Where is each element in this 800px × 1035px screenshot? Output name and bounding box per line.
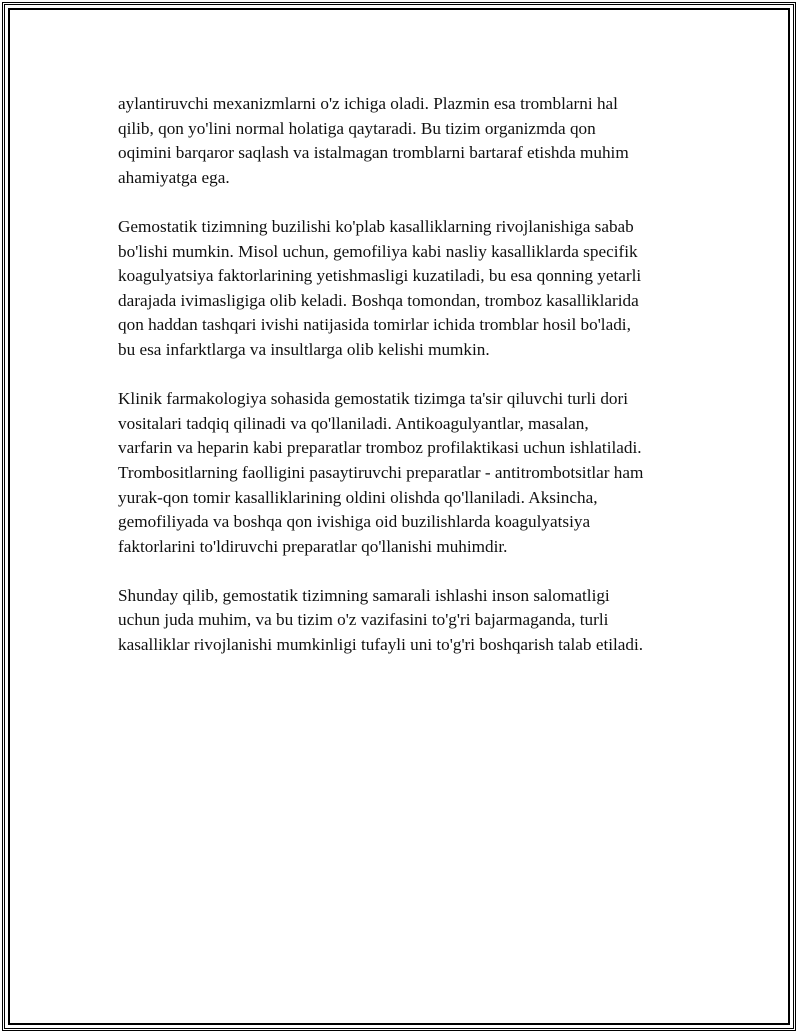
- paragraph-line: Shunday qilib, gemostatik tizimning samarali ishlashi inson salomatligi: [118, 585, 610, 605]
- paragraph-line: uchun juda muhim, va bu tizim o'z vazifasini to'g'ri bajarmaganda, turli: [118, 610, 609, 630]
- paragraph-line: varfarin va heparin kabi preparatlar tromboz profilaktikasi uchun ishlatiladi.: [118, 438, 642, 458]
- paragraph-line: oqimini barqaror saqlash va istalmagan tromblarni bartaraf etishda muhim: [118, 143, 629, 163]
- paragraph-line: Gemostatik tizimning buzilishi ko'plab kasalliklarning rivojlanishiga sabab: [118, 216, 634, 236]
- paragraph-3: [118, 387, 698, 559]
- paragraph-line: bo'lishi mumkin. Misol uchun, gemofiliya kabi nasliy kasalliklarda specifik: [118, 241, 638, 261]
- paragraph-line: faktorlarini to'ldiruvchi preparatlar qo'llanishi muhimdir.: [118, 536, 508, 556]
- paragraph-line: koagulyatsiya faktorlarining yetishmasligi kuzatiladi, bu esa qonning yetarli: [118, 266, 642, 286]
- paragraph-line: Klinik farmakologiya sohasida gemostatik tizimga ta'sir qiluvchi turli dori: [118, 389, 629, 409]
- paragraph-line: kasalliklar rivojlanishi mumkinligi tufayli uni to'g'ri boshqarish talab etiladi.: [118, 635, 644, 655]
- paragraph-line: vositalari tadqiq qilinadi va qo'llaniladi. Antikoagulyantlar, masalan,: [118, 413, 589, 433]
- paragraph-2: [118, 215, 698, 363]
- paragraph-line: bu esa infarktlarga va insultlarga olib kelishi mumkin.: [118, 339, 490, 359]
- paragraph-4: [118, 584, 698, 658]
- paragraph-1: [118, 92, 698, 190]
- paragraph-line: gemofiliyada va boshqa qon ivishiga oid buzilishlarda koagulyatsiya: [118, 512, 591, 532]
- document-body: [118, 92, 698, 682]
- paragraph-line: aylantiruvchi mexanizmlarni o'z ichiga oladi. Plazmin esa tromblarni hal: [118, 94, 618, 113]
- paragraph-line: qilib, qon yo'lini normal holatiga qaytaradi. Bu tizim organizmda qon: [118, 118, 596, 138]
- paragraph-line: Trombositlarning faolligini pasaytiruvchi preparatlar - antitrombotsitlar ham: [118, 462, 644, 482]
- paragraph-line: ahamiyatga ega.: [118, 167, 230, 187]
- paragraph-line: darajada ivimasligiga olib keladi. Boshqa tomondan, tromboz kasalliklarida: [118, 290, 639, 310]
- paragraph-line: qon haddan tashqari ivishi natijasida tomirlar ichida tromblar hosil bo'ladi,: [118, 315, 631, 335]
- paragraph-line: yurak-qon tomir kasalliklarining oldini olishda qo'llaniladi. Aksincha,: [118, 487, 598, 507]
